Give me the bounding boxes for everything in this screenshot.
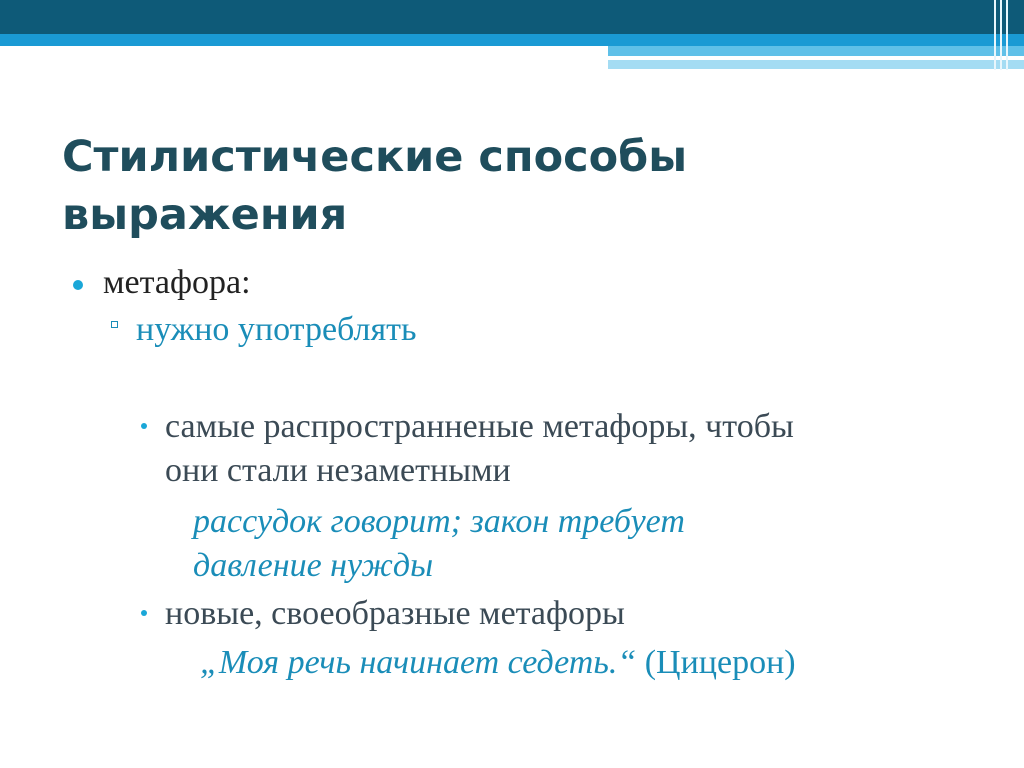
top-banner-accent [608,46,1024,56]
square-bullet-icon [111,321,118,328]
level2-item: нужно употреблять [136,311,417,348]
top-banner-line [608,56,948,59]
top-banner-light [608,60,1024,69]
example-2 [200,643,796,683]
level3-item-1-line2: они стали незаметными [165,452,511,489]
level1-item: метафора: [103,264,251,301]
slide-title: Стилистические способы выражения [62,132,688,240]
bullet-icon [73,280,83,290]
example-1-line1: рассудок говорит; закон требует [193,503,685,540]
bullet-icon [141,610,147,616]
top-banner-dark [0,0,1024,34]
level3-item-1-line1: самые распространненые метафоры, чтобы [165,408,794,445]
example-1-line2: давление нужды [193,547,434,584]
level3-item-2-line1: новые, своеобразные метафоры [165,595,625,632]
bullet-icon [141,423,147,429]
example-2-quote: „Моя речь начинает седеть.“ [200,644,637,681]
top-banner-stripe [0,34,1024,46]
banner-vertical-stripes [992,0,1024,70]
example-2-author: (Цицерон) [644,644,796,681]
